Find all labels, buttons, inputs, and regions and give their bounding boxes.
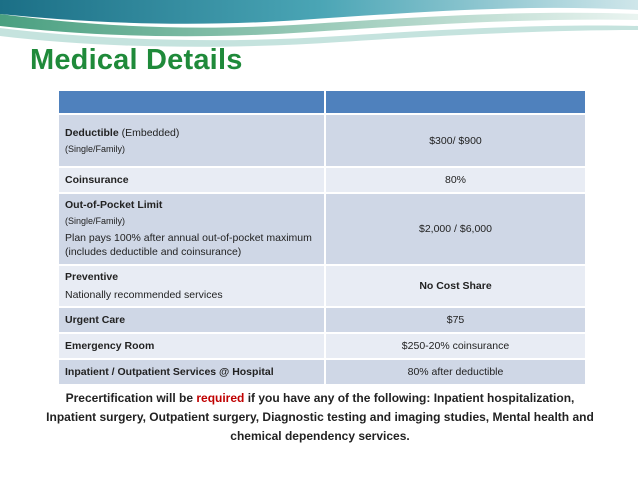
row-label: Urgent Care — [59, 308, 324, 332]
table-row-deductible — [59, 115, 585, 166]
row-value: No Cost Share — [326, 266, 585, 306]
table-row-urgent-care — [59, 308, 585, 332]
row-label: Inpatient / Outpatient Services @ Hospital — [59, 360, 324, 384]
table-row-inpatient-outpatient — [59, 360, 585, 384]
row-value: $250-20% coinsurance — [326, 334, 585, 358]
row-value: $300/ $900 — [326, 115, 585, 166]
table-row-out-of-pocket — [59, 194, 585, 264]
medical-details-table — [57, 89, 587, 386]
table-row-emergency-room — [59, 334, 585, 358]
row-value: $2,000 / $6,000 — [326, 194, 585, 264]
header-cell — [326, 91, 585, 113]
row-label: Coinsurance — [59, 168, 324, 192]
row-value: 80% — [326, 168, 585, 192]
row-label: Emergency Room — [59, 334, 324, 358]
header-cell — [59, 91, 324, 113]
table-row-coinsurance — [59, 168, 585, 192]
table-header-row — [59, 91, 585, 113]
footer-text-after: if you have any of the following: Inpatient hospitalization, Inpatient surgery, Outpatient surgery, Diagnostic testing and imaging studies, Mental health and chemical dependency services. — [46, 391, 594, 443]
precertification-note — [40, 389, 600, 446]
row-label: Deductible — [65, 127, 119, 139]
row-label-cell — [59, 266, 324, 306]
row-value: 80% after deductible — [326, 360, 585, 384]
row-label-cell — [59, 115, 324, 166]
row-label-suffix: (Embedded) — [118, 127, 180, 139]
footer-text-before: Precertification will be — [65, 391, 197, 405]
row-label: Out-of-Pocket Limit — [65, 199, 163, 211]
row-note: Plan pays 100% after annual out-of-pocket maximum (includes deductible and coinsurance) — [65, 232, 312, 258]
page-title: Medical Details — [30, 44, 243, 76]
required-highlight: required — [196, 391, 245, 405]
row-value: $75 — [326, 308, 585, 332]
row-sub-label: (Single/Family) — [65, 144, 126, 154]
row-note: Nationally recommended services — [65, 288, 223, 301]
row-label-cell — [59, 194, 324, 264]
row-sub-label: (Single/Family) — [65, 216, 126, 226]
table-row-preventive — [59, 266, 585, 306]
row-label: Preventive — [65, 270, 119, 283]
